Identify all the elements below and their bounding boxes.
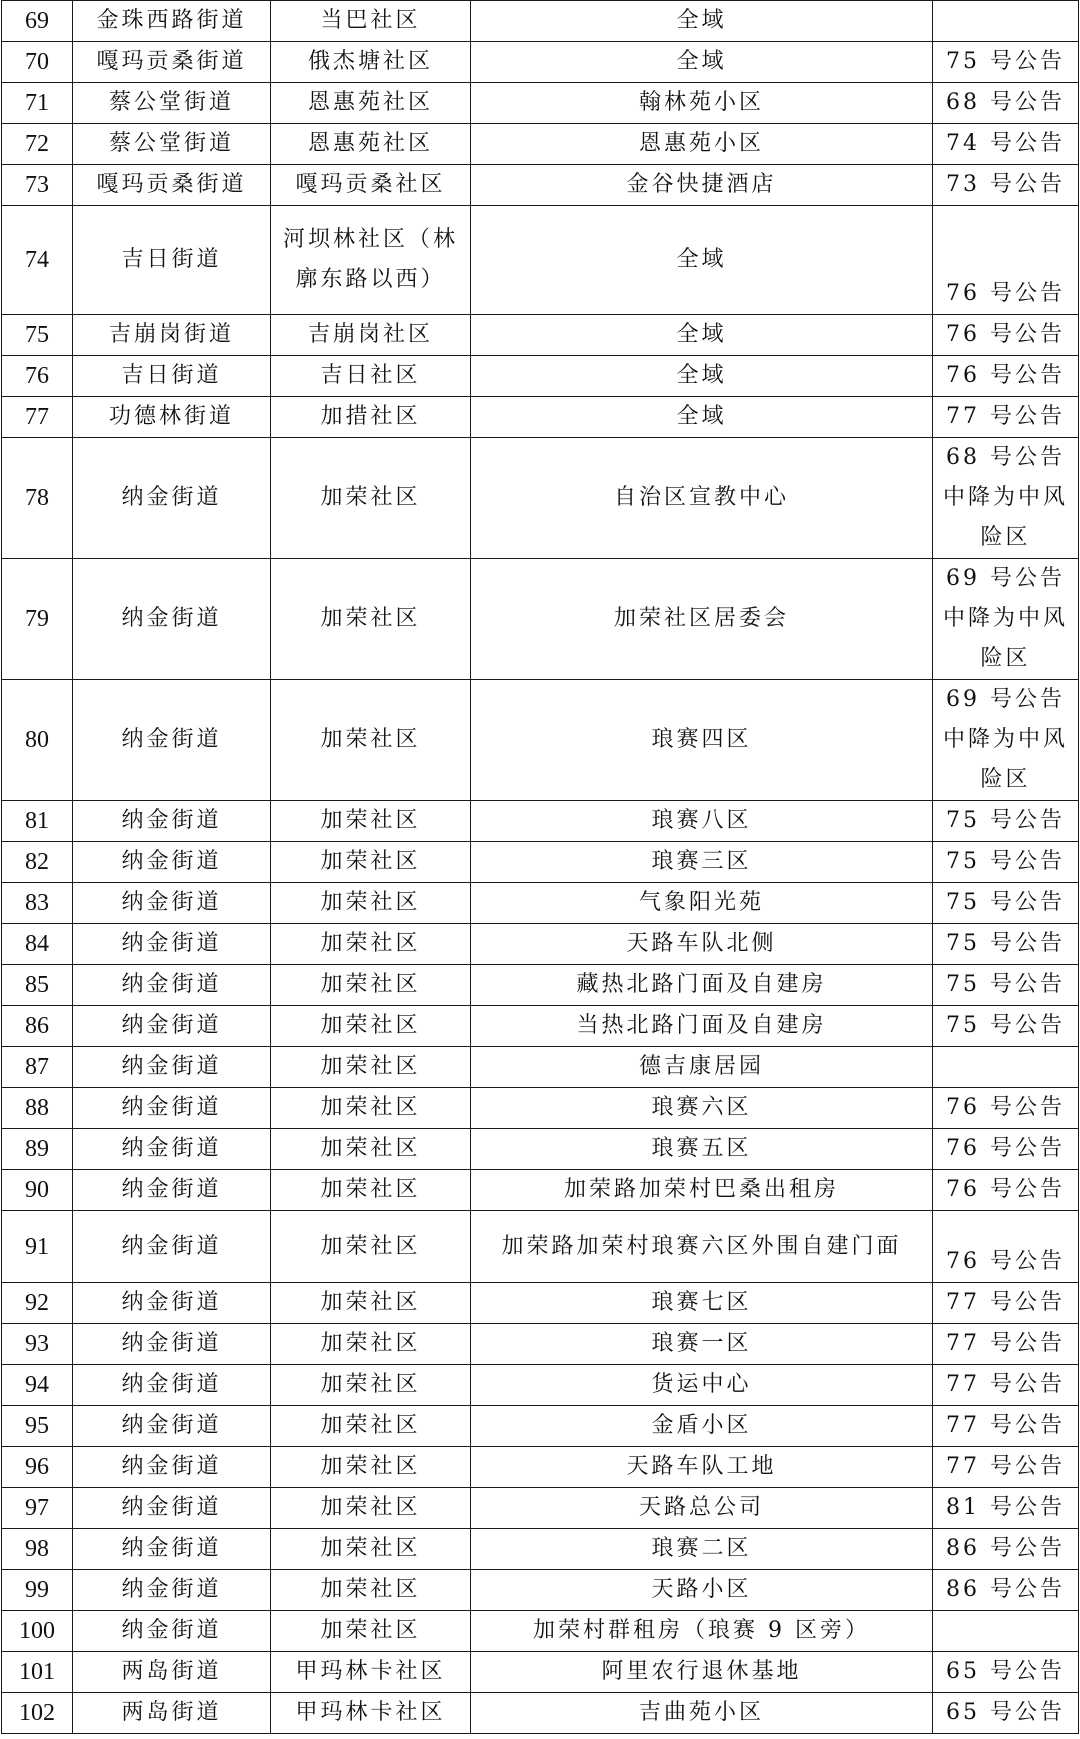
area-cell: 金谷快捷酒店 — [471, 165, 933, 206]
row-number-cell: 75 — [2, 315, 73, 356]
area-cell: 当热北路门面及自建房 — [471, 1006, 933, 1047]
row-number-cell: 96 — [2, 1447, 73, 1488]
announcement-cell: 77 号公告 — [933, 1406, 1079, 1447]
area-cell: 全域 — [471, 315, 933, 356]
community-cell: 俄杰塘社区 — [271, 42, 471, 83]
announcement-cell: 75 号公告 — [933, 1006, 1079, 1047]
community-cell: 嘎玛贡桑社区 — [271, 165, 471, 206]
street-cell: 纳金街道 — [73, 965, 271, 1006]
announcement-cell: 77 号公告 — [933, 1324, 1079, 1365]
row-number-cell: 71 — [2, 83, 73, 124]
table-row — [2, 1047, 1079, 1088]
table-row — [2, 1652, 1079, 1693]
community-cell: 河坝林社区（林廓东路以西） — [271, 206, 471, 315]
table-row — [2, 965, 1079, 1006]
announcement-cell: 86 号公告 — [933, 1570, 1079, 1611]
announcement-cell: 69 号公告中降为中风险区 — [933, 680, 1079, 801]
area-cell: 阿里农行退休基地 — [471, 1652, 933, 1693]
table-row — [2, 1129, 1079, 1170]
row-number-cell: 85 — [2, 965, 73, 1006]
announcement-cell: 86 号公告 — [933, 1529, 1079, 1570]
table-row — [2, 165, 1079, 206]
row-number-cell: 72 — [2, 124, 73, 165]
announcement-cell: 75 号公告 — [933, 42, 1079, 83]
announcement-cell: 65 号公告 — [933, 1693, 1079, 1734]
area-cell: 全域 — [471, 1, 933, 42]
street-cell: 纳金街道 — [73, 1488, 271, 1529]
area-cell: 琅赛二区 — [471, 1529, 933, 1570]
table-row — [2, 1406, 1079, 1447]
area-cell: 天路车队北侧 — [471, 924, 933, 965]
community-cell: 吉崩岗社区 — [271, 315, 471, 356]
table-body — [2, 1, 1079, 1734]
table-row — [2, 1570, 1079, 1611]
community-cell: 加荣社区 — [271, 801, 471, 842]
community-cell: 加荣社区 — [271, 438, 471, 559]
row-number-cell: 89 — [2, 1129, 73, 1170]
row-number-cell: 77 — [2, 397, 73, 438]
row-number-cell: 88 — [2, 1088, 73, 1129]
announcement-cell — [933, 1047, 1079, 1088]
community-cell: 加荣社区 — [271, 1088, 471, 1129]
row-number-cell: 73 — [2, 165, 73, 206]
community-cell: 加荣社区 — [271, 965, 471, 1006]
area-cell: 琅赛八区 — [471, 801, 933, 842]
row-number-cell: 70 — [2, 42, 73, 83]
table-row — [2, 1006, 1079, 1047]
street-cell: 纳金街道 — [73, 1447, 271, 1488]
announcement-cell: 77 号公告 — [933, 1365, 1079, 1406]
area-cell: 加荣社区居委会 — [471, 559, 933, 680]
table-row — [2, 1211, 1079, 1283]
announcement-cell: 75 号公告 — [933, 801, 1079, 842]
community-cell: 加荣社区 — [271, 559, 471, 680]
table-row — [2, 1611, 1079, 1652]
street-cell: 纳金街道 — [73, 1365, 271, 1406]
area-cell: 恩惠苑小区 — [471, 124, 933, 165]
table-row — [2, 1365, 1079, 1406]
table-row — [2, 397, 1079, 438]
announcement-cell — [933, 1611, 1079, 1652]
row-number-cell: 83 — [2, 883, 73, 924]
row-number-cell: 102 — [2, 1693, 73, 1734]
table-row — [2, 1693, 1079, 1734]
table-row — [2, 801, 1079, 842]
community-cell: 加荣社区 — [271, 842, 471, 883]
area-cell: 金盾小区 — [471, 1406, 933, 1447]
street-cell: 纳金街道 — [73, 1529, 271, 1570]
community-cell: 当巴社区 — [271, 1, 471, 42]
street-cell: 纳金街道 — [73, 1088, 271, 1129]
row-number-cell: 100 — [2, 1611, 73, 1652]
announcement-cell: 76 号公告 — [933, 206, 1079, 315]
table-row — [2, 559, 1079, 680]
street-cell: 金珠西路街道 — [73, 1, 271, 42]
announcement-cell: 75 号公告 — [933, 965, 1079, 1006]
community-cell: 加荣社区 — [271, 1129, 471, 1170]
announcement-cell: 76 号公告 — [933, 1211, 1079, 1283]
street-cell: 纳金街道 — [73, 1170, 271, 1211]
street-cell: 纳金街道 — [73, 559, 271, 680]
area-cell: 吉曲苑小区 — [471, 1693, 933, 1734]
area-cell: 琅赛五区 — [471, 1129, 933, 1170]
announcement-cell: 76 号公告 — [933, 315, 1079, 356]
street-cell: 纳金街道 — [73, 1129, 271, 1170]
street-cell: 纳金街道 — [73, 438, 271, 559]
street-cell: 纳金街道 — [73, 1211, 271, 1283]
community-cell: 加荣社区 — [271, 680, 471, 801]
announcement-cell: 68 号公告 — [933, 83, 1079, 124]
area-cell: 德吉康居园 — [471, 1047, 933, 1088]
community-cell: 加荣社区 — [271, 1488, 471, 1529]
street-cell: 纳金街道 — [73, 1611, 271, 1652]
community-cell: 加荣社区 — [271, 924, 471, 965]
row-number-cell: 87 — [2, 1047, 73, 1088]
area-cell: 琅赛四区 — [471, 680, 933, 801]
area-cell: 加荣路加荣村琅赛六区外围自建门面 — [471, 1211, 933, 1283]
street-cell: 吉日街道 — [73, 356, 271, 397]
table-row — [2, 124, 1079, 165]
risk-area-table — [1, 0, 1079, 1734]
community-cell: 加荣社区 — [271, 1211, 471, 1283]
row-number-cell: 95 — [2, 1406, 73, 1447]
announcement-cell: 68 号公告中降为中风险区 — [933, 438, 1079, 559]
row-number-cell: 90 — [2, 1170, 73, 1211]
community-cell: 甲玛林卡社区 — [271, 1693, 471, 1734]
area-cell: 加荣村群租房（琅赛 9 区旁） — [471, 1611, 933, 1652]
announcement-cell: 77 号公告 — [933, 1447, 1079, 1488]
community-cell: 恩惠苑社区 — [271, 83, 471, 124]
table-row — [2, 1, 1079, 42]
area-cell: 翰林苑小区 — [471, 83, 933, 124]
community-cell: 加荣社区 — [271, 1406, 471, 1447]
street-cell: 纳金街道 — [73, 1283, 271, 1324]
row-number-cell: 101 — [2, 1652, 73, 1693]
table-row — [2, 438, 1079, 559]
row-number-cell: 69 — [2, 1, 73, 42]
row-number-cell: 84 — [2, 924, 73, 965]
community-cell: 加荣社区 — [271, 1170, 471, 1211]
area-cell: 天路总公司 — [471, 1488, 933, 1529]
table-row — [2, 924, 1079, 965]
announcement-cell — [933, 1, 1079, 42]
row-number-cell: 81 — [2, 801, 73, 842]
street-cell: 吉崩岗街道 — [73, 315, 271, 356]
row-number-cell: 76 — [2, 356, 73, 397]
row-number-cell: 79 — [2, 559, 73, 680]
row-number-cell: 92 — [2, 1283, 73, 1324]
announcement-cell: 75 号公告 — [933, 924, 1079, 965]
community-cell: 加荣社区 — [271, 1611, 471, 1652]
street-cell: 纳金街道 — [73, 842, 271, 883]
row-number-cell: 99 — [2, 1570, 73, 1611]
table-row — [2, 356, 1079, 397]
table-row — [2, 1529, 1079, 1570]
street-cell: 纳金街道 — [73, 883, 271, 924]
announcement-cell: 76 号公告 — [933, 356, 1079, 397]
community-cell: 加荣社区 — [271, 1365, 471, 1406]
table-row — [2, 680, 1079, 801]
street-cell: 嘎玛贡桑街道 — [73, 165, 271, 206]
table-row — [2, 1324, 1079, 1365]
announcement-cell: 65 号公告 — [933, 1652, 1079, 1693]
announcement-cell: 73 号公告 — [933, 165, 1079, 206]
area-cell: 全域 — [471, 42, 933, 83]
row-number-cell: 97 — [2, 1488, 73, 1529]
community-cell: 加措社区 — [271, 397, 471, 438]
street-cell: 两岛街道 — [73, 1652, 271, 1693]
row-number-cell: 91 — [2, 1211, 73, 1283]
community-cell: 甲玛林卡社区 — [271, 1652, 471, 1693]
announcement-cell: 76 号公告 — [933, 1129, 1079, 1170]
table-row — [2, 206, 1079, 315]
announcement-cell: 75 号公告 — [933, 883, 1079, 924]
street-cell: 两岛街道 — [73, 1693, 271, 1734]
area-cell: 气象阳光苑 — [471, 883, 933, 924]
table-row — [2, 42, 1079, 83]
area-cell: 货运中心 — [471, 1365, 933, 1406]
street-cell: 纳金街道 — [73, 1006, 271, 1047]
street-cell: 纳金街道 — [73, 1324, 271, 1365]
community-cell: 吉日社区 — [271, 356, 471, 397]
area-cell: 藏热北路门面及自建房 — [471, 965, 933, 1006]
row-number-cell: 82 — [2, 842, 73, 883]
community-cell: 恩惠苑社区 — [271, 124, 471, 165]
row-number-cell: 86 — [2, 1006, 73, 1047]
street-cell: 功德林街道 — [73, 397, 271, 438]
announcement-cell: 81 号公告 — [933, 1488, 1079, 1529]
row-number-cell: 98 — [2, 1529, 73, 1570]
area-cell: 自治区宣教中心 — [471, 438, 933, 559]
community-cell: 加荣社区 — [271, 1570, 471, 1611]
area-cell: 天路车队工地 — [471, 1447, 933, 1488]
street-cell: 纳金街道 — [73, 1406, 271, 1447]
community-cell: 加荣社区 — [271, 1047, 471, 1088]
community-cell: 加荣社区 — [271, 1324, 471, 1365]
table-row — [2, 1488, 1079, 1529]
street-cell: 嘎玛贡桑街道 — [73, 42, 271, 83]
street-cell: 纳金街道 — [73, 1047, 271, 1088]
announcement-cell: 74 号公告 — [933, 124, 1079, 165]
announcement-cell: 69 号公告中降为中风险区 — [933, 559, 1079, 680]
street-cell: 蔡公堂街道 — [73, 124, 271, 165]
street-cell: 纳金街道 — [73, 680, 271, 801]
table-row — [2, 842, 1079, 883]
community-cell: 加荣社区 — [271, 883, 471, 924]
table-row — [2, 883, 1079, 924]
row-number-cell: 80 — [2, 680, 73, 801]
table-row — [2, 1170, 1079, 1211]
area-cell: 琅赛一区 — [471, 1324, 933, 1365]
street-cell: 蔡公堂街道 — [73, 83, 271, 124]
street-cell: 纳金街道 — [73, 801, 271, 842]
row-number-cell: 78 — [2, 438, 73, 559]
table-row — [2, 315, 1079, 356]
area-cell: 全域 — [471, 397, 933, 438]
row-number-cell: 94 — [2, 1365, 73, 1406]
area-cell: 全域 — [471, 356, 933, 397]
row-number-cell: 74 — [2, 206, 73, 315]
announcement-cell: 77 号公告 — [933, 397, 1079, 438]
area-cell: 全域 — [471, 206, 933, 315]
community-cell: 加荣社区 — [271, 1529, 471, 1570]
row-number-cell: 93 — [2, 1324, 73, 1365]
street-cell: 吉日街道 — [73, 206, 271, 315]
street-cell: 纳金街道 — [73, 1570, 271, 1611]
community-cell: 加荣社区 — [271, 1283, 471, 1324]
announcement-cell: 76 号公告 — [933, 1088, 1079, 1129]
area-cell: 加荣路加荣村巴桑出租房 — [471, 1170, 933, 1211]
area-cell: 琅赛三区 — [471, 842, 933, 883]
table-row — [2, 1088, 1079, 1129]
announcement-cell: 77 号公告 — [933, 1283, 1079, 1324]
table-row — [2, 1447, 1079, 1488]
community-cell: 加荣社区 — [271, 1006, 471, 1047]
table-row — [2, 1283, 1079, 1324]
area-cell: 琅赛六区 — [471, 1088, 933, 1129]
announcement-cell: 75 号公告 — [933, 842, 1079, 883]
street-cell: 纳金街道 — [73, 924, 271, 965]
table-row — [2, 83, 1079, 124]
community-cell: 加荣社区 — [271, 1447, 471, 1488]
area-cell: 琅赛七区 — [471, 1283, 933, 1324]
announcement-cell: 76 号公告 — [933, 1170, 1079, 1211]
area-cell: 天路小区 — [471, 1570, 933, 1611]
